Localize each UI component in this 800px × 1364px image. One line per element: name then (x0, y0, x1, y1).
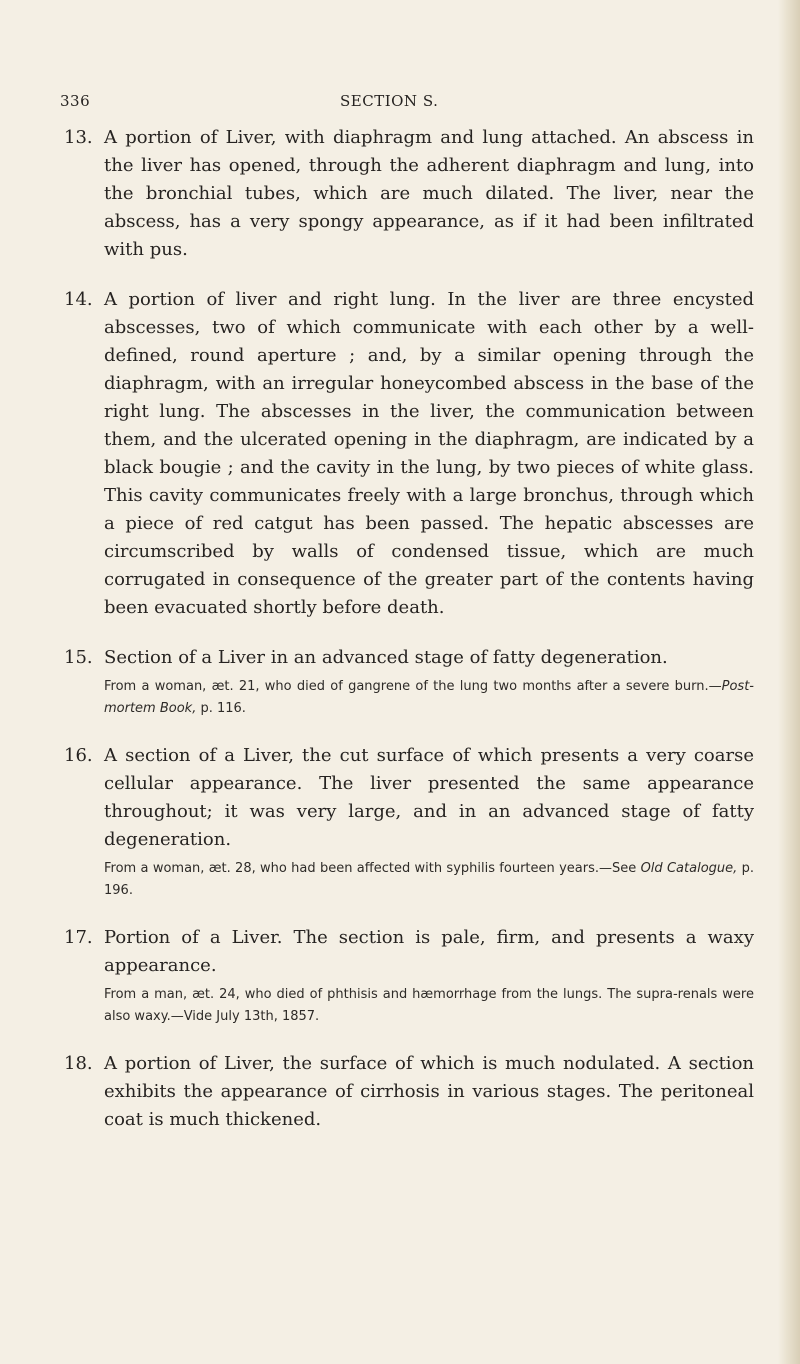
entry-text: Portion of a Liver. The section is pale, firm, and presents a waxy appearance. (104, 927, 754, 976)
entry-provenance-note (104, 676, 754, 720)
running-head (60, 92, 760, 120)
note-text: From a woman, æt. 21, who died of gangrene of the lung two months after a severe burn.— (104, 679, 722, 694)
entry-provenance-note (104, 984, 754, 1028)
entry-17 (64, 924, 754, 1028)
entry-text: A portion of liver and right lung. In the liver are three encysted abscesses, two of which communicate with each other by a well-defined, round aperture ; and, by a similar opening through the diaphragm, with an irregular honeycombed abscess in the base of the right lung. The abscesses in the liver, the communication between them, and the ulcerated opening in the diaphragm, are indicated by a black bougie ; and the cavity in the lung, by two pieces of white glass. This cavity communicates freely with a large bronchus, through which a piece of red catgut has been passed. The hepatic abscesses are circumscribed by walls of condensed tissue, which are much corrugated in consequence of the greater part of the contents having been evacuated shortly before death. (104, 289, 754, 618)
entry-text: A portion of Liver, the surface of which is much nodulated. A section exhibits the appearance of cirrhosis in various stages. The peritoneal coat is much thickened. (104, 1053, 754, 1130)
note-page: p. 116. (196, 701, 246, 716)
entry-16 (64, 742, 754, 902)
entry-18 (64, 1050, 754, 1134)
entry-number: 18. (64, 1053, 93, 1074)
entry-15 (64, 644, 754, 720)
note-reference: Post-mortem Book, (104, 679, 754, 716)
entry-14 (64, 286, 754, 622)
note-text: From a man, æt. 24, who died of phthisis and hæmorrhage from the lungs. The supra-renals were also waxy.—Vide July 13th, 1857. (104, 987, 754, 1024)
entry-number: 16. (64, 745, 93, 766)
page-edge-shadow (778, 0, 800, 1364)
entry-provenance-note (104, 858, 754, 902)
note-text: From a woman, æt. 28, who had been affected with syphilis fourteen years.—See (104, 861, 641, 876)
catalogue-entries (64, 124, 754, 1156)
entry-number: 14. (64, 289, 93, 310)
note-reference: Old Catalogue, (640, 861, 738, 876)
entry-13 (64, 124, 754, 264)
note-page: p. 196. (104, 861, 754, 898)
entry-number: 15. (64, 647, 93, 668)
entry-number: 13. (64, 127, 93, 148)
page-number: 336 (60, 92, 91, 110)
entry-text: A section of a Liver, the cut surface of which presents a very coarse cellular appearance. The liver presented the same appearance throughout; it was very large, and in an advanced stage of fatty degeneration. (104, 745, 754, 850)
entry-text: Section of a Liver in an advanced stage of fatty degeneration. (104, 647, 668, 668)
section-title: SECTION S. (340, 92, 439, 110)
entry-number: 17. (64, 927, 93, 948)
entry-text: A portion of Liver, with diaphragm and lung attached. An abscess in the liver has opened, through the adherent diaphragm and lung, into the bronchial tubes, which are much dilated. The liver, near the abscess, has a very spongy appearance, as if it had been infiltrated with pus. (104, 127, 754, 260)
